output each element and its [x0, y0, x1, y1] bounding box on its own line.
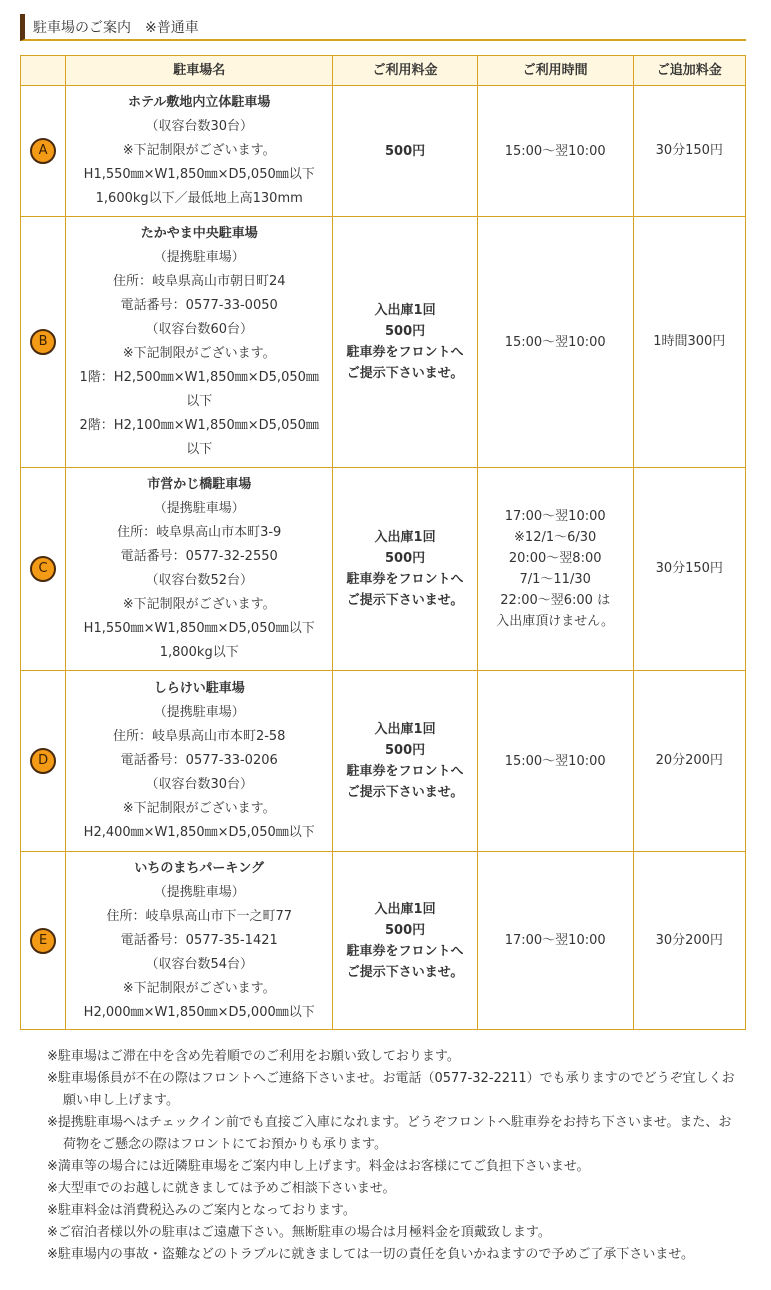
table-header-row: [21, 56, 746, 86]
fee-line: ご提示下さいませ。: [346, 366, 464, 381]
fee-line: 入出庫1回: [374, 722, 436, 737]
parking-detail-line: 2階：H2,100㎜×W1,850㎜×D5,050㎜: [79, 418, 319, 433]
time-line: 7/1～11/30: [519, 572, 591, 587]
note-item: ※駐車場係員が不在の際はフロントへご連絡下さいませ。お電話（0577-32-2211）でも承りますのでどうぞ宜しくお願い申し上げます。: [47, 1071, 735, 1108]
parking-detail-line: ※下記制限がございます。: [122, 980, 276, 996]
fee-line: 駐車券をフロントへ: [346, 943, 464, 959]
note-item: ※駐車場はご滞在中を含め先着順でのご利用をお願い致しております。: [47, 1049, 460, 1064]
parking-table: [20, 55, 746, 1030]
section-header: [20, 14, 746, 41]
fee-line: 駐車券をフロントへ: [346, 572, 464, 587]
parking-detail-line: 1,600kg以下／最低地上高130mm: [95, 191, 303, 206]
table-row: [21, 671, 746, 852]
extra-fee-cell: 30分150円: [633, 468, 746, 671]
time-cell: [477, 468, 633, 671]
time-cell: [477, 852, 633, 1030]
fee-cell: [333, 468, 478, 671]
parking-marker-icon: D: [30, 748, 56, 774]
parking-detail-line: ※下記制限がございます。: [122, 801, 276, 816]
parking-detail-line: 電話番号：0577-32-2550: [120, 549, 278, 564]
fee-line: ご提示下さいませ。: [346, 593, 464, 608]
section-title: [33, 17, 199, 37]
parking-detail-line: H1,550㎜×W1,850㎜×D5,050㎜以下: [83, 621, 315, 636]
time-cell: [477, 671, 633, 852]
fee-cell: [333, 671, 478, 852]
parking-marker-icon: C: [30, 556, 56, 582]
parking-detail-line: 電話番号：0577-35-1421: [120, 932, 278, 948]
parking-name: ホテル敷地内立体駐車場: [128, 95, 271, 110]
fee-line: 駐車券をフロントへ: [346, 764, 464, 779]
table-row: [21, 217, 746, 468]
fee-line: 駐車券をフロントへ: [346, 345, 464, 360]
time-line: 15:00～翌10:00: [504, 334, 606, 350]
time-line: 17:00～翌10:00: [504, 509, 606, 524]
column-header-name: 駐車場名: [66, 56, 333, 86]
fee-line: 500円: [384, 922, 426, 938]
column-header-mark: [21, 56, 66, 86]
parking-detail-line: 電話番号：0577-33-0206: [120, 753, 278, 768]
fee-line: 500円: [384, 143, 426, 159]
time-line: 入出庫頂けません。: [496, 614, 615, 629]
fee-line: ご提示下さいませ。: [346, 785, 464, 800]
parking-detail-line: H2,000㎜×W1,850㎜×D5,000㎜以下: [83, 1004, 315, 1020]
parking-detail-line: 以下: [186, 442, 213, 457]
note-item: ※大型車でのお越しに就きましては予めご相談下さいませ。: [47, 1181, 396, 1196]
parking-detail-line: （収容台数30台）: [145, 119, 253, 134]
parking-detail-line: （収容台数60台）: [145, 322, 253, 337]
fee-line: 入出庫1回: [374, 530, 436, 545]
parking-detail-line: 電話番号：0577-33-0050: [120, 298, 278, 313]
table-row: [21, 852, 746, 1030]
parking-detail-line: 住所：岐阜県高山市朝日町24: [112, 274, 286, 289]
parking-name: 市営かじ橋駐車場: [147, 477, 252, 492]
parking-detail-line: H1,550㎜×W1,850㎜×D5,050㎜以下: [83, 167, 315, 182]
parking-detail-line: （提携駐車場）: [153, 884, 245, 900]
time-cell: [477, 86, 633, 217]
note-item: ※駐車場内の事故・盗難などのトラブルに就きましては一切の責任を負いかねますので予めご了承下さいませ。: [47, 1247, 694, 1262]
parking-detail-line: ※下記制限がございます。: [122, 143, 276, 158]
parking-detail-line: 住所：岐阜県高山市下一之町77: [106, 908, 292, 924]
parking-detail-line: （提携駐車場）: [153, 250, 245, 265]
column-header-time: ご利用時間: [477, 56, 633, 86]
mark-cell: [21, 852, 66, 1030]
parking-name-cell: [66, 671, 333, 852]
parking-detail-line: （収容台数52台）: [145, 573, 253, 588]
fee-line: 入出庫1回: [374, 901, 436, 917]
column-header-extra: ご追加料金: [633, 56, 746, 86]
parking-detail-line: （収容台数30台）: [145, 777, 253, 792]
mark-cell: [21, 671, 66, 852]
parking-marker-icon: B: [30, 329, 56, 355]
time-line: 15:00～翌10:00: [504, 143, 606, 159]
fee-line: 500円: [384, 551, 426, 566]
fee-cell: [333, 217, 478, 468]
parking-detail-line: 1,800kg以下: [159, 645, 239, 660]
parking-marker-icon: A: [30, 138, 56, 164]
parking-name-cell: [66, 852, 333, 1030]
parking-name-cell: [66, 468, 333, 671]
section-title-text: 駐車場のご案内: [33, 20, 131, 36]
note-item: ※駐車料金は消費税込みのご案内となっております。: [47, 1203, 356, 1218]
fee-line: 入出庫1回: [374, 303, 436, 318]
parking-detail-line: 1階：H2,500㎜×W1,850㎜×D5,050㎜: [79, 370, 319, 385]
vehicle-type-note: ※普通車: [145, 20, 199, 36]
note-item: ※満車等の場合には近隣駐車場をご案内申し上げます。料金はお客様にてご負担下さいませ。: [47, 1159, 590, 1174]
mark-cell: [21, 217, 66, 468]
time-line: 15:00～翌10:00: [504, 753, 606, 769]
parking-detail-line: ※下記制限がございます。: [122, 597, 276, 612]
time-cell: [477, 217, 633, 468]
parking-detail-line: 住所：岐阜県高山市本町3-9: [117, 525, 282, 540]
fee-line: 500円: [384, 743, 426, 758]
fee-cell: [333, 86, 478, 217]
parking-name: たかやま中央駐車場: [140, 226, 258, 241]
time-line: 17:00～翌10:00: [504, 933, 606, 948]
column-header-fee: ご利用料金: [333, 56, 478, 86]
parking-name-cell: [66, 86, 333, 217]
fee-line: ご提示下さいませ。: [346, 964, 464, 980]
extra-fee-cell: 20分200円: [633, 671, 746, 852]
time-line: 20:00～翌8:00: [508, 551, 602, 566]
extra-fee-cell: 30分150円: [633, 86, 746, 217]
mark-cell: [21, 86, 66, 217]
parking-marker-icon: E: [30, 928, 56, 954]
mark-cell: [21, 468, 66, 671]
parking-detail-line: （提携駐車場）: [153, 705, 245, 720]
parking-detail-line: （提携駐車場）: [153, 501, 245, 516]
parking-detail-line: H2,400㎜×W1,850㎜×D5,050㎜以下: [83, 825, 315, 840]
fee-cell: [333, 852, 478, 1030]
extra-fee-cell: 30分200円: [633, 852, 746, 1030]
parking-detail-line: 以下: [186, 394, 213, 409]
table-row: [21, 86, 746, 217]
time-line: ※12/1～6/30: [514, 530, 597, 545]
parking-detail-line: （収容台数54台）: [145, 956, 253, 972]
table-row: [21, 468, 746, 671]
extra-fee-cell: 1時間300円: [633, 217, 746, 468]
parking-detail-line: 住所：岐阜県高山市本町2-58: [112, 729, 286, 744]
parking-name: しらけい駐車場: [153, 681, 245, 696]
note-item: ※ご宿泊者様以外の駐車はご遠慮下さい。無断駐車の場合は月極料金を頂戴致します。: [47, 1225, 551, 1240]
note-item: ※提携駐車場へはチェックイン前でも直接ご入庫になれます。どうぞフロントへ駐車券をお持ち下さいませ。また、お荷物をご懸念の際はフロントにてお預かりも承ります。: [47, 1115, 732, 1152]
time-line: 22:00～翌6:00 は: [500, 593, 611, 608]
fee-line: 500円: [384, 324, 426, 339]
notes-list: [47, 1046, 737, 1266]
parking-detail-line: ※下記制限がございます。: [122, 346, 276, 361]
parking-name-cell: [66, 217, 333, 468]
parking-name: いちのまちパーキング: [134, 860, 265, 876]
